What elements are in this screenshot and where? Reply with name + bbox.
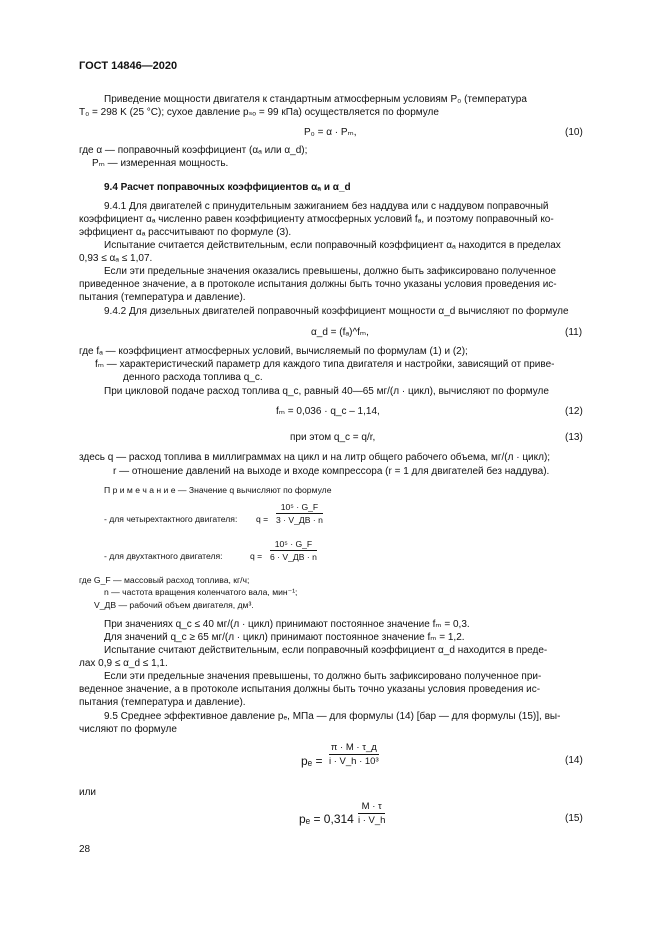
paragraph-line: fₘ — характеристический параметр для каждого типа двигателя и настройки, зависящий от приве- — [95, 359, 555, 370]
fraction-line — [270, 550, 317, 551]
document-header: ГОСТ 14846—2020 — [79, 60, 178, 72]
paragraph-line: где α — поправочный коэффициент (αₐ или α_d); — [79, 145, 308, 156]
fraction-numerator: M · τ — [361, 801, 382, 812]
note-two-stroke-label: - для двухтактного двигателя: — [104, 551, 223, 561]
note-heading: П р и м е ч а н и е — Значение q вычисляют по формуле — [104, 485, 332, 495]
paragraph-line: здесь q — расход топлива в миллиграммах на цикл и на литр общего рабочего объема, мг/(л · цикл); — [79, 452, 551, 463]
note-two-lhs: q = — [250, 551, 263, 561]
paragraph-line: r — отношение давлений на выходе и входе компрессора (r = 1 для двигателей без наддува). — [113, 466, 550, 477]
paragraph-line: Если эти предельные значения превышены, то должно быть зафиксировано полученное при- — [104, 671, 542, 682]
formula-11: α_d = (fₐ)^fₘ, — [311, 327, 369, 338]
paragraph-line: эффициент αₐ рассчитывают по формуле (3). — [79, 227, 292, 238]
formula-13: при этом q_c = q/r, — [290, 432, 376, 443]
formula-number: (14) — [565, 755, 583, 766]
page-number: 28 — [79, 844, 91, 855]
formula-number: (13) — [565, 432, 583, 443]
fraction-denominator: 3 · V_ДВ · n — [276, 515, 323, 525]
paragraph-line: Приведение мощности двигателя к стандартным атмосферным условиям P₀ (температура — [104, 94, 527, 105]
note-four-lhs: q = — [256, 514, 269, 524]
paragraph-line: денного расхода топлива q_c. — [123, 372, 263, 383]
paragraph-line: или — [79, 787, 97, 798]
formula-10: P₀ = α · Pₘ, — [304, 127, 357, 138]
note-four-fraction — [276, 502, 323, 525]
paragraph-line: приведенное значение, а в протоколе испытания должны быть точно указаны условия проведения ис- — [79, 279, 557, 290]
section-heading: 9.4 Расчет поправочных коэффициентов αₐ и α_d — [104, 182, 351, 193]
formula-number: (10) — [565, 127, 583, 138]
paragraph-line: числяют по формуле — [79, 724, 177, 735]
paragraph-line: 9.4.1 Для двигателей с принудительным зажиганием без наддува или с наддувом поправочный — [104, 201, 549, 212]
formula-number: (15) — [565, 813, 583, 824]
fraction-numerator: π · M · τ_д — [330, 742, 377, 753]
paragraph-line: T₀ = 298 K (25 °C); сухое давление pₛₒ = 99 кПа) осуществляется по формуле — [79, 107, 439, 118]
fraction-denominator: i · V_h — [358, 815, 386, 826]
note-where-line: где G_F — массовый расход топлива, кг/ч; — [79, 575, 250, 585]
paragraph-line: Для значений q_c ≥ 65 мг/(л · цикл) принимают постоянное значение fₘ = 1,2. — [104, 632, 465, 643]
paragraph-line: пытания (температура и давление). — [79, 697, 246, 708]
paragraph-line: Если эти предельные значения оказались превышены, должно быть зафиксировано полученное — [104, 266, 556, 277]
paragraph-line: пытания (температура и давление). — [79, 292, 246, 303]
paragraph-line: Испытание считается действительным, если поправочный коэффициент αₐ находится в пределах — [104, 240, 561, 251]
formula-15-fraction — [358, 801, 385, 826]
note-where-line: V_ДВ — рабочий объем двигателя, дм³. — [94, 600, 254, 610]
paragraph-line: При цикловой подаче расход топлива q_c, равный 40—65 мг/(л · цикл), вычисляют по формуле — [104, 386, 549, 397]
formula-14-fraction — [329, 742, 379, 767]
formula-14-lhs: pₑ = — [301, 754, 323, 768]
paragraph-line: При значениях q_c ≤ 40 мг/(л · цикл) принимают постоянное значение fₘ = 0,3. — [104, 619, 470, 630]
note-two-fraction — [270, 539, 317, 562]
fraction-numerator: 10⁵ · G_F — [280, 502, 319, 512]
paragraph-line: коэффициент αₐ численно равен коэффициенту атмосферных условий fₐ, и поэтому поправочный ко- — [79, 214, 554, 225]
paragraph-line: Pₘ — измеренная мощность. — [92, 158, 229, 169]
paragraph-line: Испытание считают действительным, если поправочный коэффициент α_d находится в преде- — [104, 645, 548, 656]
paragraph-line: лах 0,9 ≤ α_d ≤ 1,1. — [79, 658, 168, 669]
fraction-denominator: i · V_h · 10³ — [329, 756, 379, 767]
fraction-line — [329, 754, 379, 755]
formula-number: (11) — [565, 327, 583, 338]
fraction-line — [276, 513, 323, 514]
paragraph-line: 0,93 ≤ αₐ ≤ 1,07. — [79, 253, 153, 264]
fraction-line — [358, 813, 385, 814]
paragraph-line: 9.5 Среднее эффективное давление pₑ, МПа — для формулы (14) [бар — для формулы (15)], вы- — [104, 711, 561, 722]
note-where-line: n — частота вращения коленчатого вала, мин⁻¹; — [104, 587, 298, 597]
formula-12: fₘ = 0,036 · q_c – 1,14, — [276, 406, 380, 417]
fraction-denominator: 6 · V_ДВ · n — [270, 552, 317, 562]
formula-number: (12) — [565, 406, 583, 417]
paragraph-line: 9.4.2 Для дизельных двигателей поправочный коэффициент мощности α_d вычисляют по формуле — [104, 306, 569, 317]
note-four-stroke-label: - для четырехтактного двигателя: — [104, 514, 238, 524]
paragraph-line: веденное значение, а в протоколе испытания должны быть точно указаны условия проведения ис- — [79, 684, 541, 695]
fraction-numerator: 10⁵ · G_F — [274, 539, 313, 549]
formula-15-lhs: pₑ = 0,314 — [299, 812, 354, 826]
paragraph-line: где fₐ — коэффициент атмосферных условий, вычисляемый по формулам (1) и (2); — [79, 346, 468, 357]
